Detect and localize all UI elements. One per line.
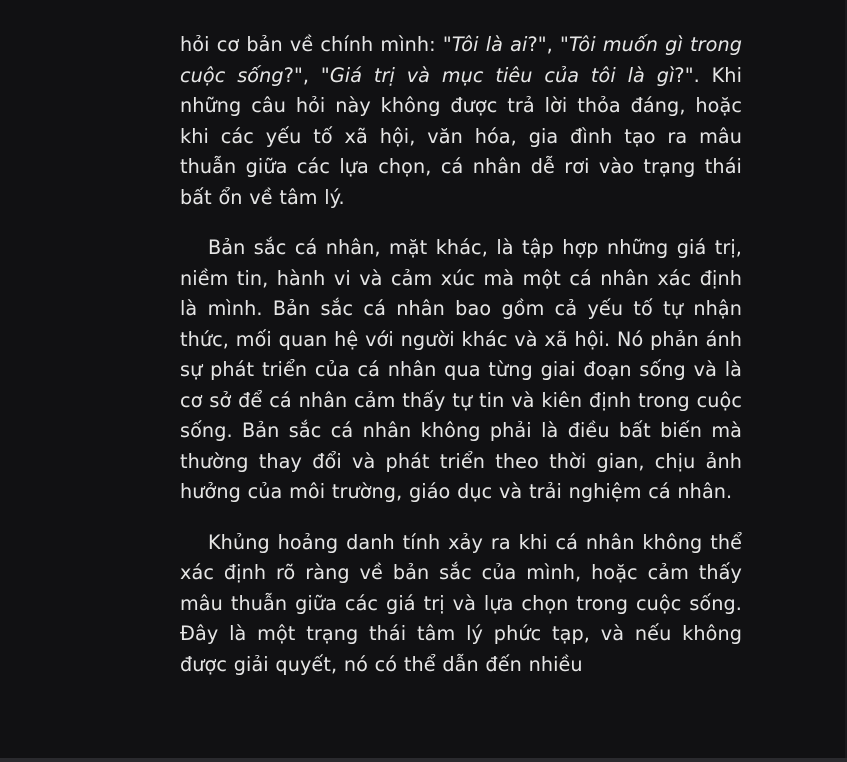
paragraph-1-segment-3: ?", " xyxy=(527,33,569,56)
bottom-divider xyxy=(0,758,847,762)
paragraph-1 xyxy=(180,30,742,213)
paragraph-2-text: Bản sắc cá nhân, mặt khác, là tập hợp những giá trị, niềm tin, hành vi và cảm xúc mà một cá nhân xác định là mình. Bản sắc cá nhân bao gồm cả yếu tố tự nhận thức, mối quan hệ với người khác và xã hội. Nó phản ánh sự phát triển của cá nhân qua từng giai đoạn sống và là cơ sở để cá nhân cảm thấy tự tin và kiên định trong cuộc sống. Bản sắc cá nhân không phải là điều bất biến mà thường thay đổi và phát triển theo thời gian, chịu ảnh hưởng của môi trường, giáo dục và trải nghiệm cá nhân. xyxy=(180,236,742,503)
paragraph-2 xyxy=(180,233,742,508)
paragraph-3-text: Khủng hoảng danh tính xảy ra khi cá nhân không thể xác định rõ ràng về bản sắc của mình, hoặc cảm thấy mâu thuẫn giữa các giá trị và lựa chọn trong cuộc sống. Đây là một trạng thái tâm lý phức tạp, và nếu không được giải quyết, nó có thể dẫn đến nhiều xyxy=(180,530,742,676)
paragraph-1-segment-1: hỏi cơ bản về chính mình: " xyxy=(180,33,452,56)
paragraph-1-segment-6: Giá trị và mục tiêu của tôi là gì xyxy=(329,63,675,87)
paragraph-3 xyxy=(180,528,742,681)
paragraph-1-segment-2: Tôi là ai xyxy=(451,33,528,56)
paragraph-1-segment-7: ?". Khi những câu hỏi này không được trả lời thỏa đáng, hoặc khi các yếu tố xã hội, văn hóa, gia đình tạo ra mâu thuẫn giữa các lựa chọn, cá nhân dễ rơi vào trạng thái bất ổn về tâm lý. xyxy=(180,63,743,209)
paragraph-1-segment-4: Tôi muốn gì trong cuộc sống xyxy=(180,33,742,87)
article-body xyxy=(180,30,742,700)
paragraph-1-segment-5: ?", " xyxy=(283,63,330,87)
